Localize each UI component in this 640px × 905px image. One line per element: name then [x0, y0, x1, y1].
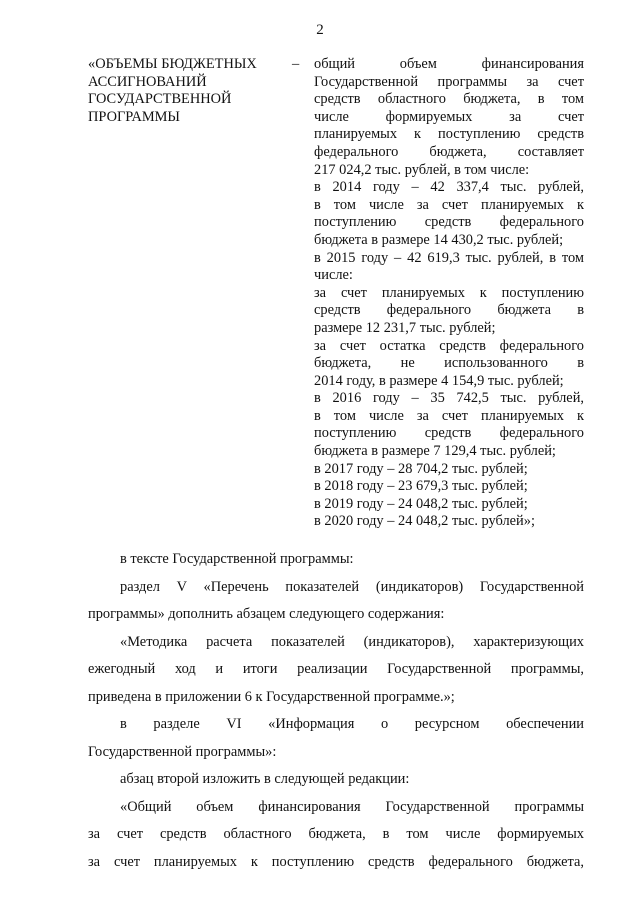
passport-value-line: в 2014 году – 42 337,4 тыс. рублей, [314, 179, 584, 196]
passport-label-line: «ОБЪЕМЫ БЮДЖЕТНЫХ [88, 56, 257, 72]
passport-value-line: бюджета в размере 7 129,4 тыс. рублей; [314, 443, 556, 460]
paragraph-line: приведена в приложении 6 к Государственной программе.»; [88, 688, 455, 705]
paragraph-line: ежегодный ход и итоги реализации Государственной программы, [88, 661, 584, 677]
passport-value-line: федерального бюджета, составляет [314, 143, 584, 160]
paragraph [88, 629, 584, 712]
passport-value-line: в 2017 году – 28 704,2 тыс. рублей; [314, 460, 528, 477]
passport-value-line: в 2016 году – 35 742,5 тыс. рублей, [314, 390, 584, 407]
passport-value-line: средств федерального бюджета в [314, 302, 584, 319]
paragraph [88, 574, 584, 629]
paragraph-line: раздел V «Перечень показателей (индикаторов) Государственной [120, 578, 584, 595]
passport-value-line: в 2020 году – 24 048,2 тыс. рублей»; [314, 513, 535, 530]
passport-value-line: поступлению средств федерального [314, 214, 584, 231]
passport-value-line: размере 12 231,7 тыс. рублей; [314, 319, 496, 336]
passport-value-line: поступлению средств федерального [314, 425, 584, 442]
passport-value-line: числе формируемых за счет [314, 108, 584, 125]
passport-value-line: в 2015 году – 42 619,3 тыс. рублей, в том [314, 249, 584, 266]
passport-value-line: бюджета, не использованного в [314, 355, 584, 372]
passport-value-line: в том числе за счет планируемых к [314, 196, 584, 213]
passport-value [314, 56, 584, 531]
passport-value-line: 217 024,2 тыс. рублей, в том числе: [314, 161, 530, 178]
passport-label-line: ПРОГРАММЫ [88, 108, 180, 125]
passport-value-line: бюджета в размере 14 430,2 тыс. рублей; [314, 231, 564, 248]
paragraph-line: за счет планируемых к поступлению средств федерального бюджета, [88, 853, 584, 870]
paragraph [88, 711, 584, 766]
paragraph [88, 766, 584, 794]
passport-value-line: за счет планируемых к поступлению [314, 284, 584, 301]
passport-dash: – [292, 56, 300, 72]
budget-passport-row [88, 56, 584, 531]
passport-value-line: 2014 году, в размере 4 154,9 тыс. рублей; [314, 372, 564, 389]
paragraph-line: за счет средств областного бюджета, в том числе формируемых [88, 826, 584, 842]
passport-row [88, 56, 584, 531]
paragraph-line: «Методика расчета показателей (индикаторов), характеризующих [120, 633, 584, 650]
paragraph-line: Государственной программы»: [88, 743, 277, 760]
paragraph-line: программы» дополнить абзацем следующего содержания: [88, 606, 445, 622]
passport-value-line: за счет остатка средств федерального [314, 337, 584, 354]
passport-value-line: Государственной программы за счет [314, 73, 584, 90]
passport-label-line: ГОСУДАРСТВЕННОЙ [88, 91, 232, 108]
passport-value-line: числе: [314, 267, 353, 284]
passport-value-line: планируемых к поступлению средств [314, 126, 584, 143]
paragraph [88, 794, 584, 877]
paragraph-line: «Общий объем финансирования Государственной программы [120, 798, 584, 815]
passport-label [88, 56, 286, 126]
passport-value-line: в 2019 году – 24 048,2 тыс. рублей; [314, 495, 528, 512]
paragraph-line: в разделе VI «Информация о ресурсном обеспечении [120, 716, 584, 732]
paragraph-line: абзац второй изложить в следующей редакции: [120, 771, 410, 787]
amendment-text [88, 546, 584, 876]
passport-value-line: общий объем финансирования [314, 56, 584, 72]
passport-value-line: в том числе за счет планируемых к [314, 407, 584, 424]
paragraph-line: в тексте Государственной программы: [120, 551, 354, 567]
passport-label-line: АССИГНОВАНИЙ [88, 73, 207, 90]
passport-value-line: в 2018 году – 23 679,3 тыс. рублей; [314, 478, 528, 495]
paragraph [88, 546, 584, 574]
passport-value-line: средств областного бюджета, в том [314, 91, 584, 108]
page-number: 2 [316, 22, 324, 38]
